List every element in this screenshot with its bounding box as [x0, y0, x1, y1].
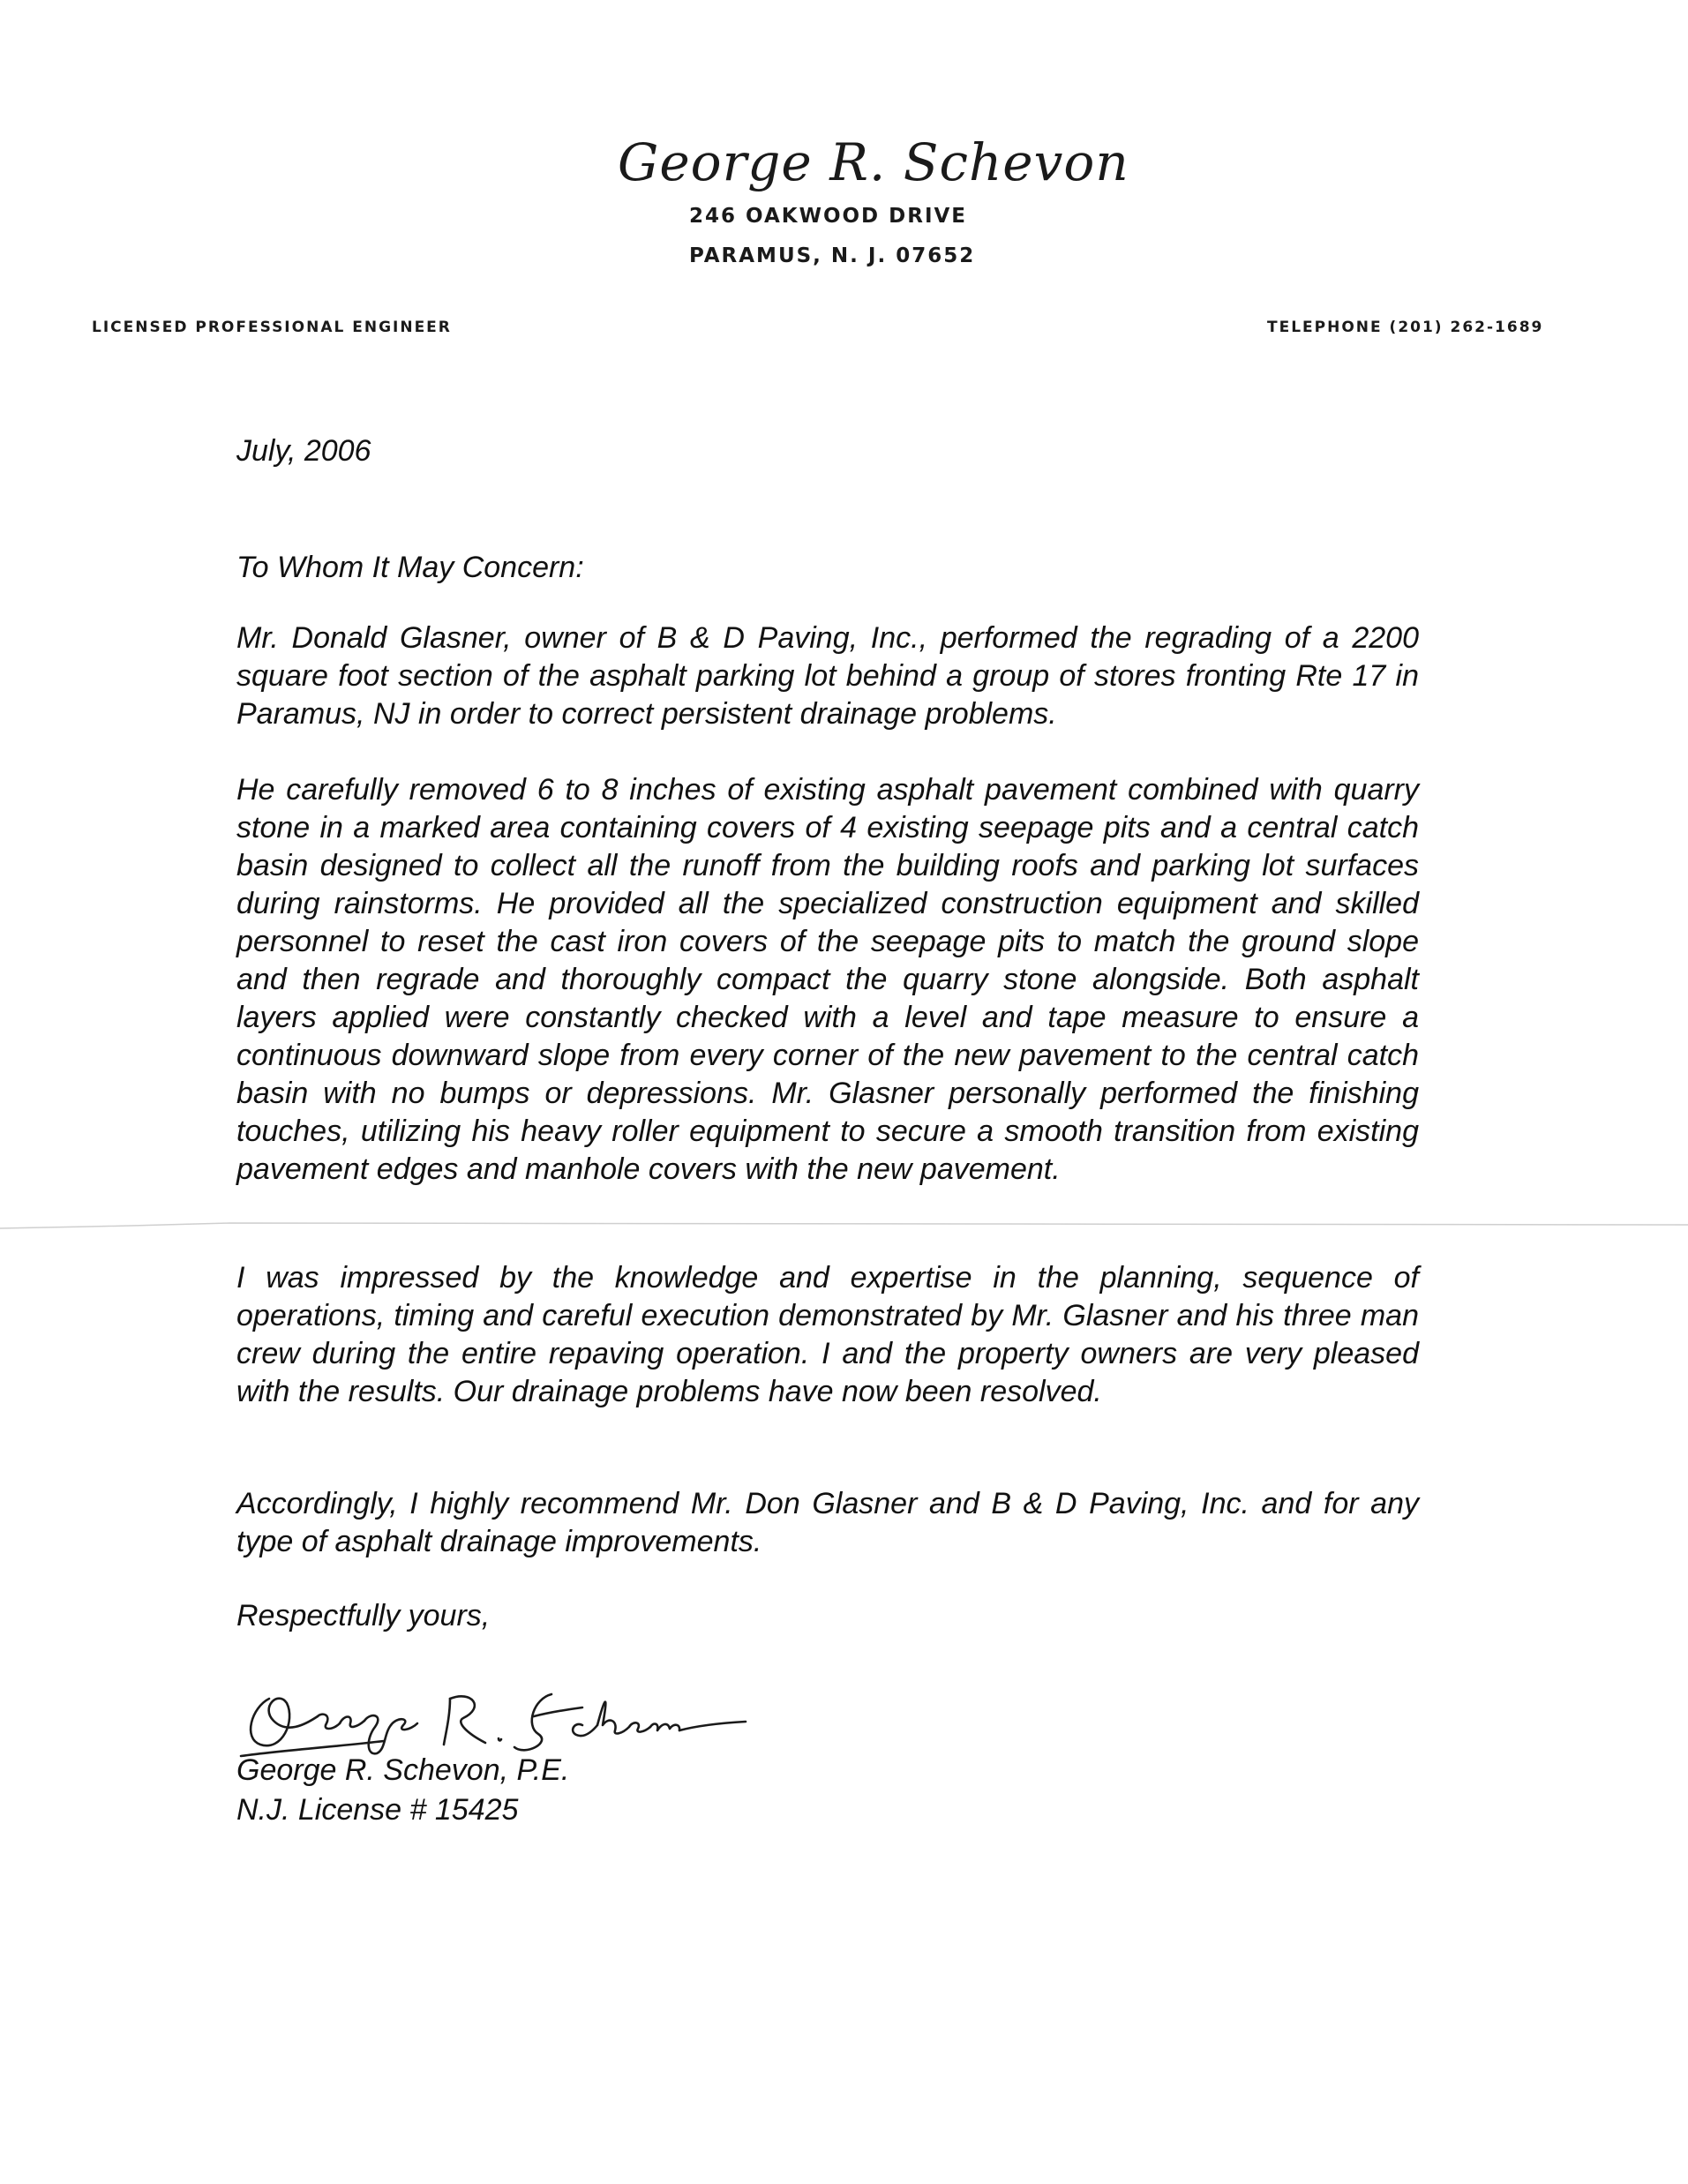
paragraph-4: Accordingly, I highly recommend Mr. Don Glasner and B & D Paving, Inc. and for any type of asphalt drainage improvements.	[236, 1487, 1419, 1558]
letterhead-address-line1: 246 OAKWOOD DRIVE	[689, 205, 968, 228]
paragraph-2: He carefully removed 6 to 8 inches of existing asphalt pavement combined with quarry stone in a marked area containing covers of 4 existing seepage pits and a central catch basin designed to collect all the runoff from the building roofs and parking lot surfaces during rainstorms. He provided all the specialized construction equipment and skilled personnel to reset the cast iron covers of the seepage pits to match the ground slope and then regrade and thoroughly compact the quarry stone alongside. Both asphalt layers applied were constantly checked with a level and tape measure to ensure a continuous downward slope from every corner of the new pavement to the central catch basin with no bumps or depressions. Mr. Glasner personally performed the finishing touches, utilizing his heavy roller equipment to secure a smooth transition from existing pavement edges and manhole covers with the new pavement.	[236, 773, 1419, 1186]
fold-line	[0, 1218, 1688, 1235]
letter-closing: Respectfully yours,	[236, 1599, 491, 1632]
letterhead-address-line2: PARAMUS, N. J. 07652	[689, 244, 976, 267]
paragraph-3: I was impressed by the knowledge and expertise in the planning, sequence of operations, timing and careful execution demonstrated by Mr. Glasner and his three man crew during the entire repaving operation. I and the property owners are very pleased with the results. Our drainage problems have now been resolved.	[236, 1261, 1419, 1408]
paragraph-1: Mr. Donald Glasner, owner of B & D Paving, Inc., performed the regrading of a 2200 square foot section of the asphalt parking lot behind a group of stores fronting Rte 17 in Paramus, NJ in order to correct persistent drainage problems.	[236, 621, 1419, 731]
signer-name: George R. Schevon, P.E.	[236, 1753, 570, 1787]
letterhead-name: George R. Schevon	[618, 132, 1129, 192]
letterhead-title: LICENSED PROFESSIONAL ENGINEER	[92, 319, 452, 336]
letter-date: July, 2006	[236, 434, 371, 468]
letterhead-telephone: TELEPHONE (201) 262-1689	[1267, 319, 1544, 336]
license-number: N.J. License # 15425	[236, 1793, 519, 1827]
letter-salutation: To Whom It May Concern:	[236, 551, 584, 584]
